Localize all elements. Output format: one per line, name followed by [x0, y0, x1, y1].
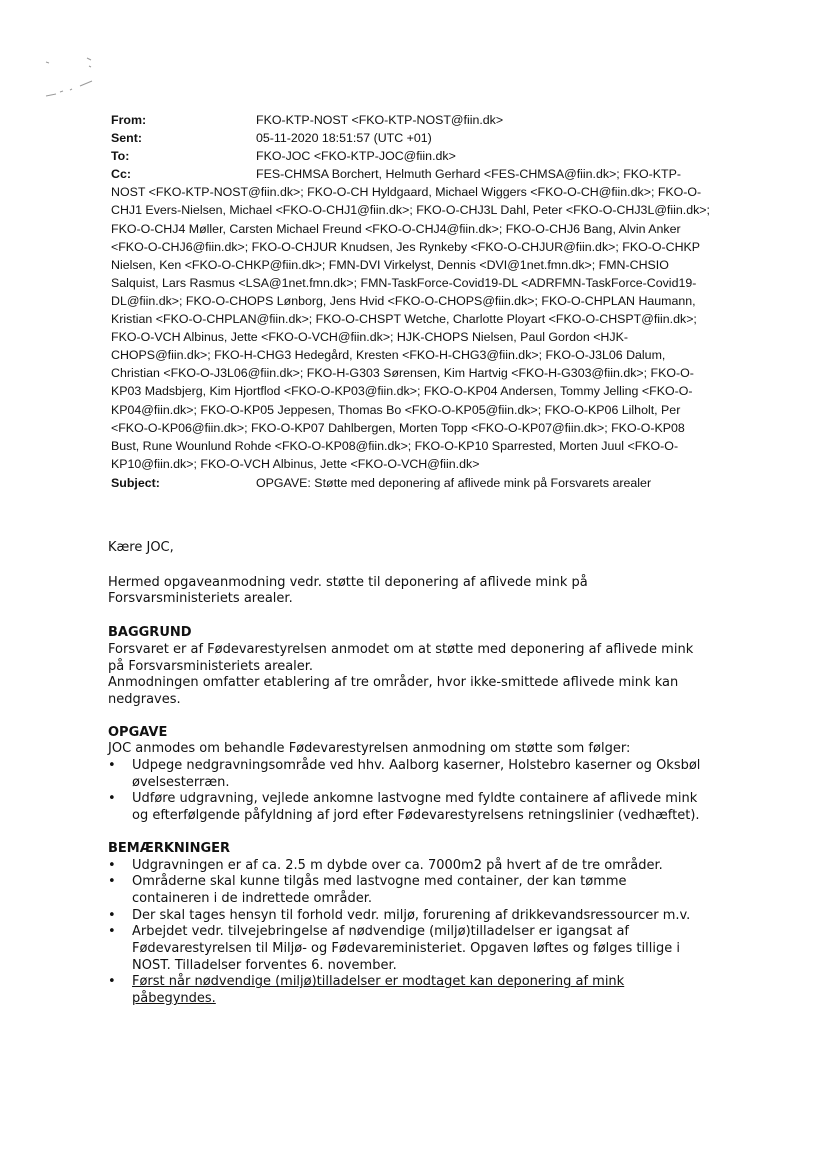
list-item: • Der skal tages hensyn til forhold vedr. miljø, forurening af drikkevandsressourcer m.v. [108, 908, 708, 925]
email-body [108, 540, 708, 1024]
section-bemaerkninger [108, 841, 708, 1008]
opgave-intro: JOC anmodes om behandle Fødevarestyrelsen anmodning om støtte som følger: [108, 741, 631, 757]
list-item: • Områderne skal kunne tilgås med lastvogne med container, der kan tømme containeren i de indrettede områder. [108, 874, 708, 907]
from-row [111, 111, 711, 129]
email-header [111, 111, 711, 492]
subject-label: Subject: [111, 475, 160, 490]
list-item: • Udpege nedgravningsområde ved hhv. Aalborg kaserner, Holstebro kaserner og Oksbøl øvelsesterræn. [108, 758, 708, 791]
cc-label: Cc: [111, 167, 131, 182]
scan-specks [0, 0, 828, 120]
heading-bemaerkninger: BEMÆRKNINGER [108, 840, 231, 856]
sent-label: Sent: [111, 131, 142, 146]
opgave-list [108, 758, 708, 825]
cc-value: FES-CHMSA Borchert, Helmuth Gerhard <FES-CHMSA@fiin.dk>; FKO-KTP-NOST <FKO-KTP-NOST@fiin.dk>; FKO-O-CH Hyldgaard, Michael Wiggers <FKO-O-CH@fiin.dk>; FKO-O-CHJ1 Evers-Nielsen, Michael <FKO-O-CHJ1@fiin.dk>; FKO-O-CHJ3L Dahl, Peter <FKO-O-CHJ3L@fiin.dk>; FKO-O-CHJ4 Møller, Carsten Michael Freund <FKO-O-CHJ4@fiin.dk>; FKO-O-CHJ6 Bang, Alvin Anker <FKO-O-CHJ6@fiin.dk>; FKO-O-CHJUR Knudsen, Jes Rynkeby <FKO-O-CHJUR@fiin.dk>; FKO-O-CHKP Nielsen, Ken <FKO-O-CHKP@fiin.dk>; FMN-DVI Virkelyst, Dennis <DVI@1net.fmn.dk>; FMN-CHSIO Salquist, Lars Rasmus <LSA@1net.fmn.dk>; FMN-TaskForce-Covid19-DL <ADRFMN-TaskForce-Covid19-DL@fiin.dk>; FKO-O-CHOPS Lønborg, Jens Hvid <FKO-O-CHOPS@fiin.dk>; FKO-O-CHPLAN Haumann, Kristian <FKO-O-CHPLAN@fiin.dk>; FKO-O-CHSPT Wetche, Charlotte Ployart <FKO-O-CHSPT@fiin.dk>; FKO-O-VCH Albinus, Jette <FKO-O-VCH@fiin.dk>; HJK-CHOPS Nielsen, Paul Gordon <HJK-CHOPS@fiin.dk>; FKO-H-CHG3 Hedegård, Kresten <FKO-H-CHG3@fiin.dk>; FKO-O-J3L06 Dalum, Christian <FKO-O-J3L06@fiin.dk>; FKO-H-G303 Sørensen, Kim Hartvig <FKO-H-G303@fiin.dk>; FKO-O-KP03 Madsbjerg, Kim Hjortflod <FKO-O-KP03@fiin.dk>; FKO-O-KP04 Andersen, Tommy Jelling <FKO-O-KP04@fiin.dk>; FKO-O-KP05 Jeppesen, Thomas Bo <FKO-O-KP05@fiin.dk>; FKO-O-KP06 Lilholt, Per <FKO-O-KP06@fiin.dk>; FKO-O-KP07 Dahlbergen, Morten Topp <FKO-O-KP07@fiin.dk>; FKO-O-KP08 Bust, Rune Wounlund Rohde <FKO-O-KP08@fiin.dk>; FKO-O-KP10 Sparrested, Morten Juul <FKO-O-KP10@fiin.dk>; FKO-O-VCH Albinus, Jette <FKO-O-VCH@fiin.dk> [111, 167, 710, 471]
subject-row [111, 474, 711, 492]
baggrund-paragraph-2: Anmodningen omfatter etablering af tre områder, hvor ikke-smittede aflivede mink kan nedgraves. [108, 675, 679, 707]
section-opgave [108, 725, 708, 825]
intro-paragraph: Hermed opgaveanmodning vedr. støtte til deponering af aflivede mink på Forsvarsministeriets arealer. [108, 574, 588, 607]
to-label: To: [111, 149, 130, 164]
from-label: From: [111, 113, 147, 127]
sent-row [111, 129, 711, 147]
list-item-underlined: • Først når nødvendige (miljø)tilladelser er modtaget kan deponering af mink påbegyndes. [108, 974, 708, 1007]
from-value: FKO-KTP-NOST <FKO-KTP-NOST@fiin.dk> [256, 113, 504, 127]
heading-baggrund: BAGGRUND [108, 625, 192, 641]
list-item: • Arbejdet vedr. tilvejebringelse af nødvendige (miljø)tilladelser er igangsat af Fødevarestyrelsen til Miljø- og Fødevareministeriet. Opgaven løftes og følges tillige i NOST. Tilladelser forventes 6. november. [108, 924, 708, 974]
bemaerkninger-list [108, 858, 708, 1008]
list-item: • Udføre udgravning, vejlede ankomne lastvogne med fyldte containere af aflivede mink og efterfølgende påfyldning af jord efter Fødevarestyrelsens retningslinier (vedhæftet). [108, 791, 708, 824]
list-item: • Udgravningen er af ca. 2.5 m dybde over ca. 7000m2 på hvert af de tre områder. [108, 858, 708, 875]
to-row [111, 147, 711, 165]
greeting: Kære JOC, [108, 540, 174, 555]
baggrund-paragraph-1: Forsvaret er af Fødevarestyrelsen anmodet om at støtte med deponering af aflivede mink på Forsvarsministeriets arealer. [108, 641, 694, 674]
subject-value: OPGAVE: Støtte med deponering af aflivede mink på Forsvarets arealer [256, 475, 652, 490]
sent-value: 05-11-2020 18:51:57 (UTC +01) [256, 131, 432, 146]
section-baggrund [108, 625, 708, 709]
heading-opgave: OPGAVE [108, 724, 168, 740]
cc-row [111, 165, 711, 473]
to-value: FKO-JOC <FKO-KTP-JOC@fiin.dk> [256, 149, 456, 164]
